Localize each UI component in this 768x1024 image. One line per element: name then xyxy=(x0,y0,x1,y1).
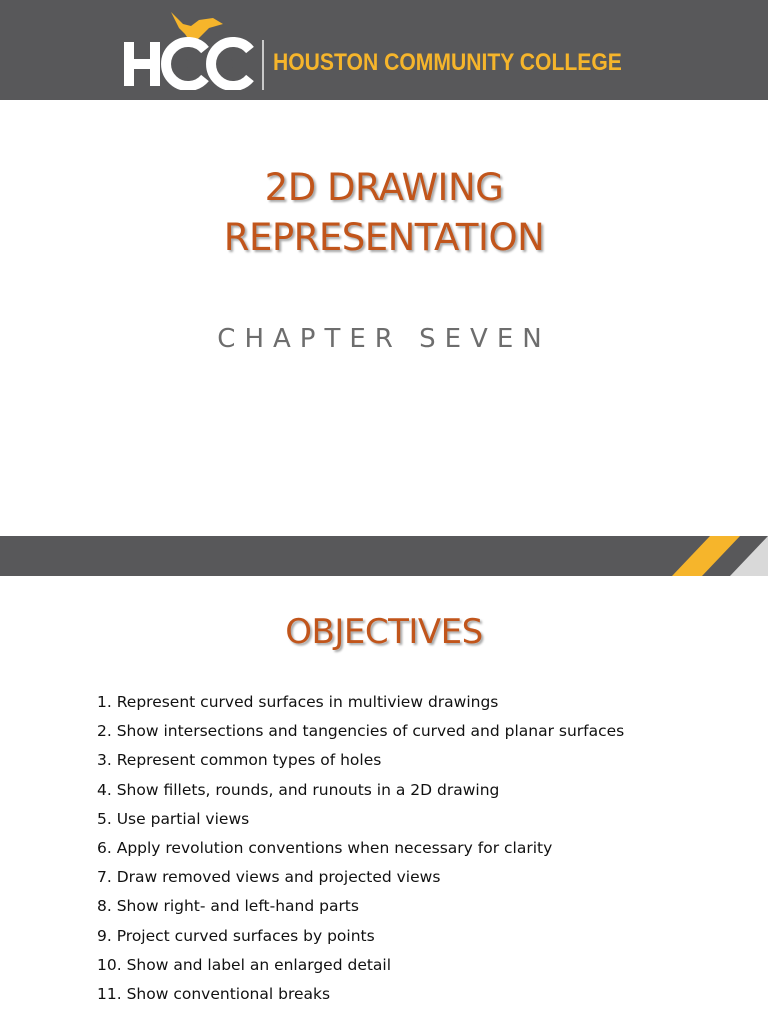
logo-letter-c1 xyxy=(166,42,205,86)
logo-letter-h xyxy=(124,42,160,86)
hcc-logo xyxy=(123,10,263,90)
objective-item: 11. Show conventional breaks xyxy=(97,985,331,1004)
logo-divider xyxy=(262,40,264,90)
objective-item: 5. Use partial views xyxy=(97,809,250,828)
objective-item: 6. Apply revolution conventions when necessary for clarity xyxy=(97,839,553,858)
objectives-title: OBJECTIVES xyxy=(285,612,483,652)
objective-item: 3. Represent common types of holes xyxy=(97,751,382,770)
objective-item: 8. Show right- and left-hand parts xyxy=(97,897,359,916)
hcc-logo-mark xyxy=(123,10,263,90)
slide-title-line-1: 2D DRAWING xyxy=(264,166,504,209)
objective-item: 2. Show intersections and tangencies of curved and planar surfaces xyxy=(97,722,625,741)
college-name: HOUSTON COMMUNITY COLLEGE xyxy=(273,49,622,76)
objectives-list xyxy=(97,688,624,1009)
objective-item: 7. Draw removed views and projected views xyxy=(97,868,441,887)
slide-subtitle: CHAPTER SEVEN xyxy=(217,324,551,354)
slide-title xyxy=(0,163,768,263)
slide-title-line-2: REPRESENTATION xyxy=(223,216,545,259)
objective-item: 4. Show fillets, rounds, and runouts in a 2D drawing xyxy=(97,780,500,799)
objective-item: 9. Project curved surfaces by points xyxy=(97,926,375,945)
logo-letter-c2 xyxy=(211,42,250,86)
objective-item: 1. Represent curved surfaces in multiview drawings xyxy=(97,693,499,711)
grey-stripe-decoration xyxy=(730,536,768,576)
footer-bar xyxy=(0,536,768,576)
objective-item: 10. Show and label an enlarged detail xyxy=(97,955,392,974)
